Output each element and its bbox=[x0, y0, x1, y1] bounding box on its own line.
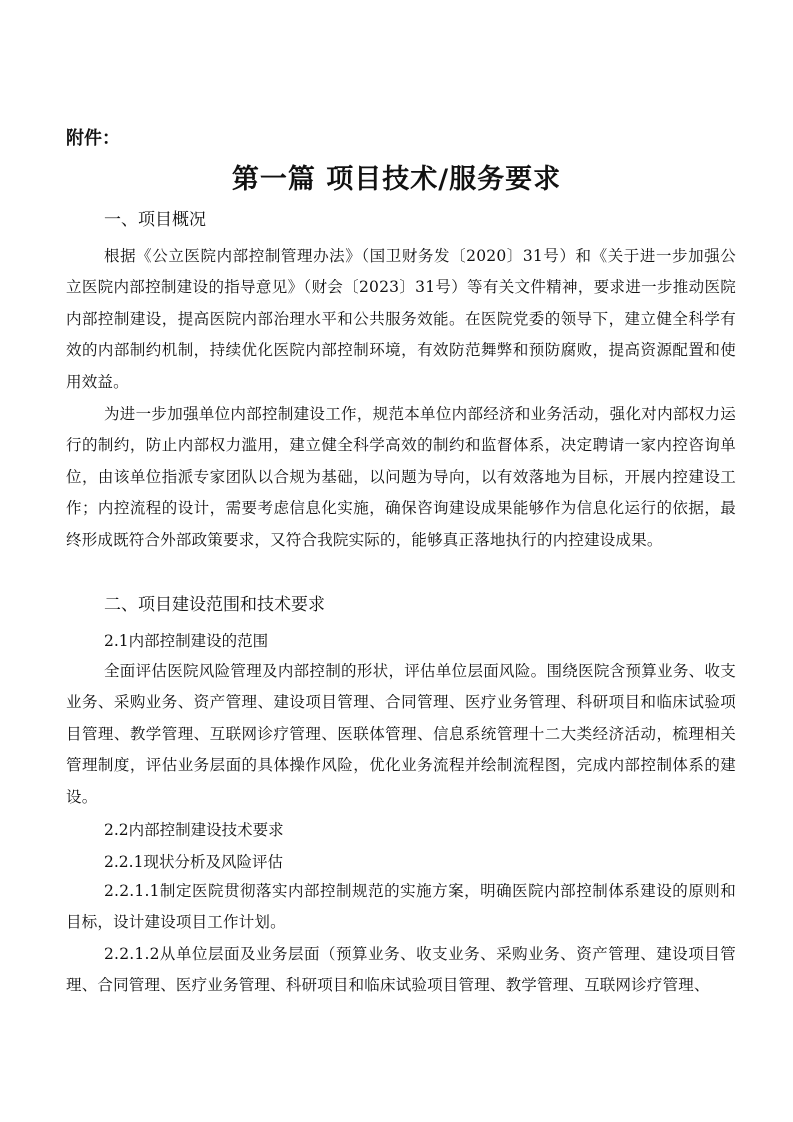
section-2-2-1-2-paragraph: 2.2.1.2从单位层面及业务层面（预算业务、收支业务、采购业务、资产管理、建设项目管理、合同管理、医疗业务管理、科研项目和临床试验项目管理、教学管理、互联网诊疗管理、 bbox=[66, 945, 736, 995]
section-2-2-heading: 2.2内部控制建设技术要求 bbox=[104, 821, 284, 839]
section-1-paragraph-1: 根据《公立医院内部控制管理办法》（国卫财务发〔2020〕31号）和《关于进一步加强公立医院内部控制建设的指导意见》（财会〔2023〕31号）等有关文件精神，要求进一步推动医院内部控制建设，提高医院内部治理水平和公共服务效能。在医院党委的领导下，建立健全科学有效的内部制约机制，持续优化医院内部控制环境，有效防范舞弊和预防腐败，提高资源配置和使用效益。 bbox=[66, 247, 736, 391]
section-2-1-paragraph: 全面评估医院风险管理及内部控制的形状，评估单位层面风险。围绕医院含预算业务、收支业务、采购业务、资产管理、建设项目管理、合同管理、医疗业务管理、科研项目和临床试验项目管理、教学管理、互联网诊疗管理、医联体管理、信息系统管理十二大类经济活动，梳理相关管理制度，评估业务层面的具体操作风险，优化业务流程并绘制流程图，完成内部控制体系的建设。 bbox=[66, 662, 736, 806]
section-2-2-1-1-paragraph: 2.2.1.1制定医院贯彻落实内部控制规范的实施方案，明确医院内部控制体系建设的原则和目标，设计建设项目工作计划。 bbox=[66, 882, 736, 932]
section-2-heading: 二、项目建设范围和技术要求 bbox=[104, 595, 325, 615]
section-2-1-heading: 2.1内部控制建设的范围 bbox=[104, 632, 269, 650]
section-1-heading: 一、项目概况 bbox=[104, 210, 206, 230]
section-1-paragraph-2: 为进一步加强单位内部控制建设工作，规范本单位内部经济和业务活动，强化对内部权力运行的制约，防止内部权力滥用，建立健全科学高效的制约和监督体系，决定聘请一家内控咨询单位，由该单位指派专家团队以合规为基础，以问题为导向，以有效落地为目标，开展内控建设工作；内控流程的设计，需要考虑信息化实施，确保咨询建设成果能够作为信息化运行的依据，最终形成既符合外部政策要求，又符合我院实际的，能够真正落地执行的内控建设成果。 bbox=[66, 405, 736, 549]
section-2-2-1-heading: 2.2.1现状分析及风险评估 bbox=[104, 853, 283, 871]
page-title: 第一篇 项目技术/服务要求 bbox=[231, 164, 562, 195]
attachment-label: 附件： bbox=[66, 128, 120, 149]
